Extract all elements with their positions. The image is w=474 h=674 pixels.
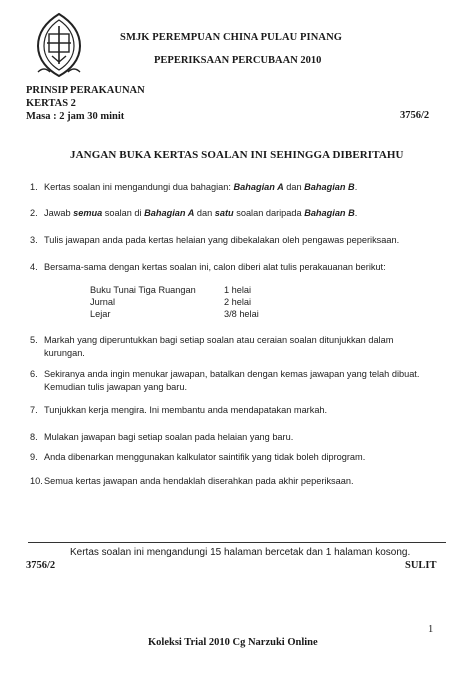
- paper-code: 3756/2: [400, 110, 430, 121]
- stationery-name: Buku Tunai Tiga Ruangan: [90, 285, 196, 295]
- exam-duration: Masa : 2 jam 30 minit: [26, 111, 125, 122]
- classification-label: SULIT: [405, 560, 437, 571]
- item-number: 4.: [30, 262, 38, 272]
- item-number: 1.: [30, 182, 38, 192]
- item-text: Jawab semua soalan di Bahagian A dan satu soalan daripada Bahagian B.: [44, 208, 358, 218]
- item-text: Markah yang diperuntukkan bagi setiap soalan atau ceraian soalan ditunjukkan dalam kurungan.: [44, 335, 394, 358]
- paper-number: KERTAS 2: [26, 98, 76, 109]
- stationery-qty: 1 helai: [224, 285, 252, 295]
- item-text: Bersama-sama dengan kertas soalan ini, calon diberi alat tulis perakauanan berikut:: [44, 262, 386, 272]
- stationery-name: Jurnal: [90, 297, 116, 307]
- item-number: 3.: [30, 235, 38, 245]
- paper-code-footer: 3756/2: [26, 560, 56, 571]
- subject-title: PRINSIP PERAKAUNAN: [26, 85, 145, 96]
- subject-block: [26, 84, 145, 123]
- stationery-qty: 2 helai: [224, 297, 252, 307]
- item-number: 9.: [30, 452, 38, 462]
- item-number: 10.: [30, 476, 43, 486]
- warning-heading: JANGAN BUKA KERTAS SOALAN INI SEHINGGA DIBERITAHU: [70, 149, 404, 161]
- item-number: 8.: [30, 432, 38, 442]
- school-crest-logo: [32, 12, 86, 78]
- page-number: 1: [428, 624, 434, 635]
- exam-title: PEPERIKSAAN PERCUBAAN 2010: [154, 55, 322, 66]
- collection-footer: Koleksi Trial 2010 Cg Narzuki Online: [148, 637, 318, 648]
- item-text: Kertas soalan ini mengandungi dua bahagian: Bahagian A dan Bahagian B.: [44, 182, 358, 192]
- item-number: 6.: [30, 369, 38, 379]
- stationery-qty: 3/8 helai: [224, 309, 259, 319]
- item-text: Sekiranya anda ingin menukar jawapan, batalkan dengan kemas jawapan yang telah dibuat. Kemudian tulis jawapan yang baru.: [44, 369, 420, 392]
- item-number: 7.: [30, 405, 38, 415]
- item-number: 2.: [30, 208, 38, 218]
- school-name: SMJK PEREMPUAN CHINA PULAU PINANG: [120, 32, 343, 43]
- divider: [28, 542, 446, 543]
- page-count-note: Kertas soalan ini mengandungi 15 halaman bercetak dan 1 halaman kosong.: [70, 547, 411, 558]
- item-text: Tulis jawapan anda pada kertas helaian yang dibekalakan oleh pengawas peperiksaan.: [44, 235, 400, 245]
- stationery-name: Lejar: [90, 309, 111, 319]
- item-text: Semua kertas jawapan anda hendaklah diserahkan pada akhir peperiksaan.: [44, 476, 354, 486]
- item-text: Anda dibenarkan menggunakan kalkulator saintifik yang tidak boleh diprogram.: [44, 452, 366, 462]
- item-number: 5.: [30, 335, 38, 345]
- item-text: Tunjukkan kerja mengira. Ini membantu anda mendapatakan markah.: [44, 405, 328, 415]
- item-text: Mulakan jawapan bagi setiap soalan pada helaian yang baru.: [44, 432, 294, 442]
